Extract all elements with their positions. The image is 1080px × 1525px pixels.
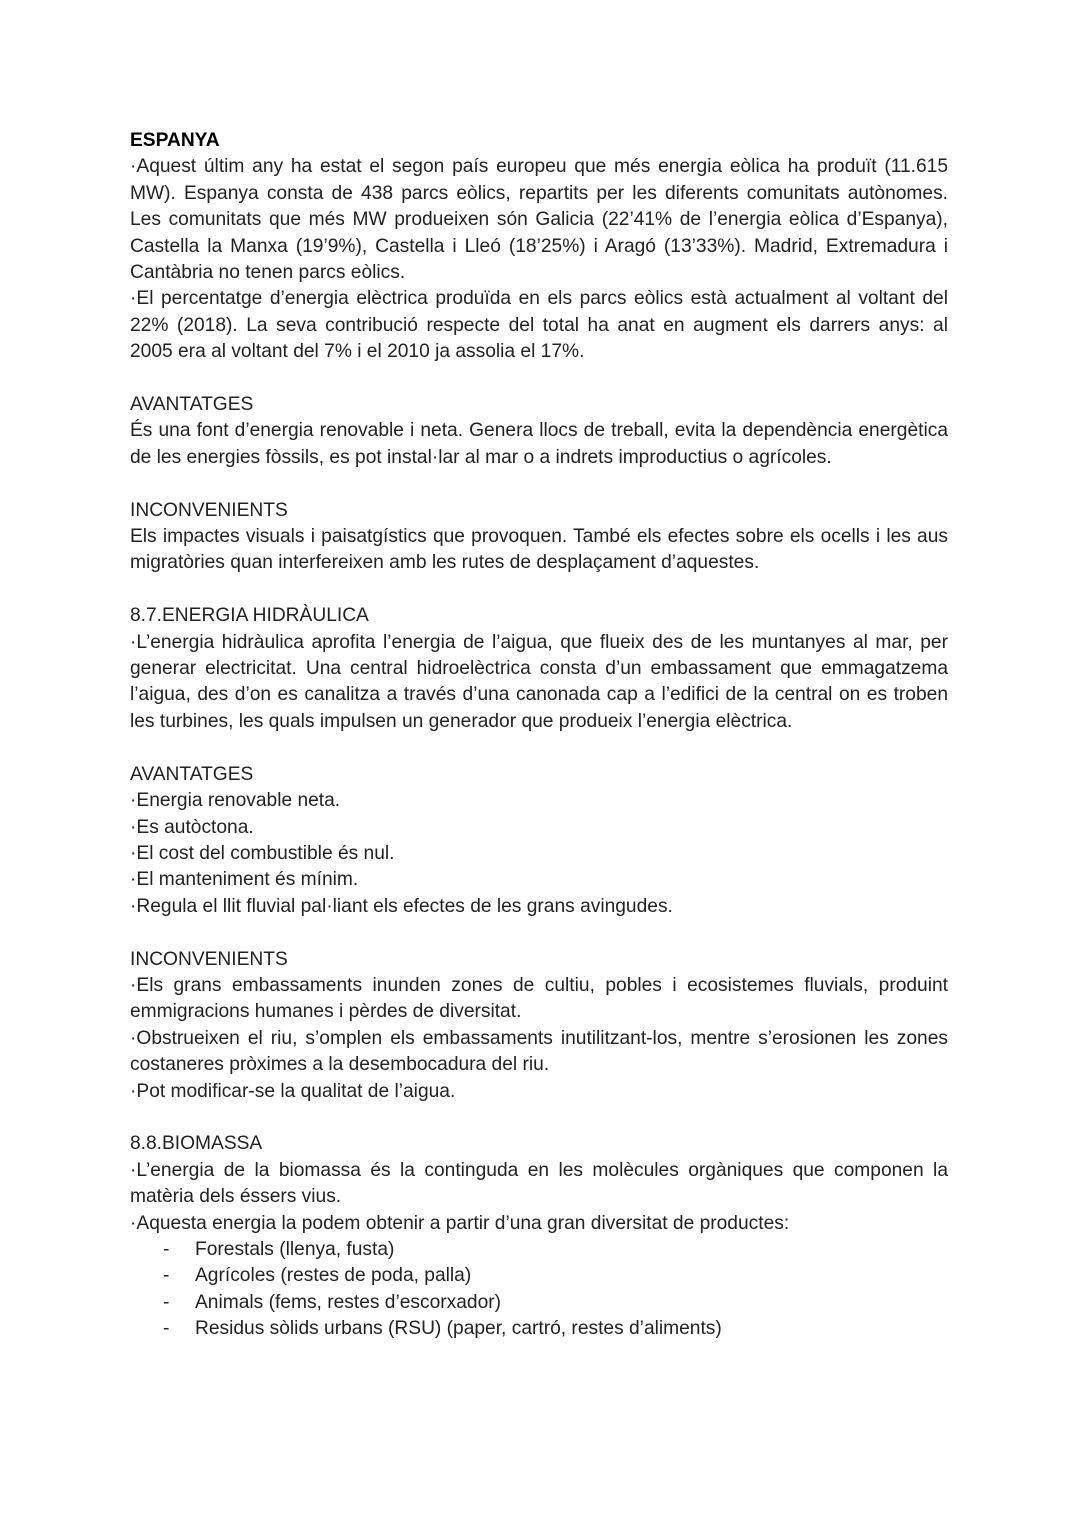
list-item-text: Agrícoles (restes de poda, palla)	[195, 1265, 472, 1287]
list-item: ·El cost del combustible és nul.	[130, 842, 395, 864]
list-item: ·El manteniment és mínim.	[130, 869, 359, 891]
dash-marker: -	[163, 1265, 170, 1287]
paragraph-hidraulica-inconvenients-1: ·Els grans embassaments inunden zones de cultiu, pobles i ecosistemes fluvials, produint emmigracions humanes i pèrdes de diversitat.	[130, 974, 948, 1023]
paragraph-biomassa-1: ·L’energia de la biomassa és la continguda en les molècules orgàniques que componen la matèria dels éssers vius.	[130, 1159, 948, 1208]
list-item-text: Forestals (llenya, fusta)	[195, 1238, 395, 1260]
section-title-avantatges: AVANTATGES	[130, 394, 254, 416]
paragraph-hidraulica-inconvenients-2: ·Obstrueixen el riu, s’omplen els embassaments inutilitzant-los, mentre s’erosionen les zones costaneres pròximes a la desembocadura del riu.	[130, 1027, 948, 1076]
section-title-avantatges: AVANTATGES	[130, 763, 254, 785]
paragraph-espanya-1: ·Aquest últim any ha estat el segon país europeu que més energia eòlica ha produït (11.615 MW). Espanya consta de 438 parcs eòlics, repartits per les diferents comunitats autònomes. Les comunitats que més MW produeixen són Galicia (22’41% de l’energia eòlica d’Espanya), Castella la Manxa (19’9%), Castella i Lleó (18’25%) i Aragó (13’33%). Madrid, Extremadura i Cantàbria no tenen parcs eòlics.	[130, 156, 948, 284]
list-item: ·Energia renovable neta.	[130, 790, 341, 812]
paragraph-espanya-2: ·El percentatge d’energia elèctrica produïda en els parcs eòlics està actualment al voltant del 22% (2018). La seva contribució respecte del total ha anat en augment els darrers anys: al 2005 era al voltant del 7% i el 2010 ja assolia el 17%.	[130, 288, 948, 363]
section-title-inconvenients: INCONVENIENTS	[130, 948, 288, 970]
section-biomassa	[130, 1131, 948, 1342]
paragraph-hidraulica-inconvenients-3: ·Pot modificar-se la qualitat de l’aigua.	[130, 1080, 456, 1102]
paragraph-hidraulica: ·L’energia hidràulica aprofita l’energia de l’aigua, que flueix des de les muntanyes al mar, per generar electricitat. Una central hidroelèctrica consta d’un embassament que emmagatzema l’aigua, des d’on es canalitza a través d’una canonada cap a l’edifici de la central on es troben les turbines, les quals impulsen un generador que produeix l’energia elèctrica.	[130, 631, 948, 732]
paragraph-biomassa-2: ·Aquesta energia la podem obtenir a partir d’una gran diversitat de productes:	[130, 1212, 790, 1234]
list-item: ·Regula el llit fluvial pal·liant els efectes de les grans avingudes.	[130, 895, 673, 917]
section-hidraulica	[130, 603, 948, 735]
list-item: ·Es autòctona.	[130, 816, 254, 838]
dash-marker: -	[163, 1291, 170, 1313]
section-hidraulica-inconvenients	[130, 947, 948, 1105]
list-item-text: Residus sòlids urbans (RSU) (paper, cartró, restes d’aliments)	[195, 1318, 722, 1340]
document-page	[130, 128, 948, 1369]
section-title-espanya: ESPANYA	[130, 130, 220, 151]
section-title-biomassa: 8.8.BIOMASSA	[130, 1133, 263, 1155]
list-item	[130, 1263, 948, 1289]
section-title-inconvenients: INCONVENIENTS	[130, 499, 288, 521]
list-item	[130, 1290, 948, 1316]
section-title-hidraulica: 8.7.ENERGIA HIDRÀULICA	[130, 605, 369, 627]
paragraph-eolica-inconvenients: Els impactes visuals i paisatgístics que provoquen. També els efectes sobre els ocells i les aus migratòries quan interfereixen amb les rutes de desplaçament d’aquestes.	[130, 526, 948, 574]
dash-marker: -	[163, 1238, 170, 1260]
products-list	[130, 1237, 948, 1343]
section-eolica-avantatges	[130, 392, 948, 471]
section-espanya	[130, 128, 948, 366]
paragraph-eolica-avantatges: És una font d’energia renovable i neta. Genera llocs de treball, evita la dependència energètica de les energies fòssils, es pot instal·lar al mar o a indrets improductius o agrícoles.	[130, 420, 948, 468]
list-item	[130, 1316, 948, 1342]
section-hidraulica-avantatges	[130, 762, 948, 920]
list-item	[130, 1237, 948, 1263]
list-item-text: Animals (fems, restes d’escorxador)	[195, 1291, 502, 1313]
section-eolica-inconvenients	[130, 498, 948, 577]
dash-marker: -	[163, 1318, 170, 1340]
